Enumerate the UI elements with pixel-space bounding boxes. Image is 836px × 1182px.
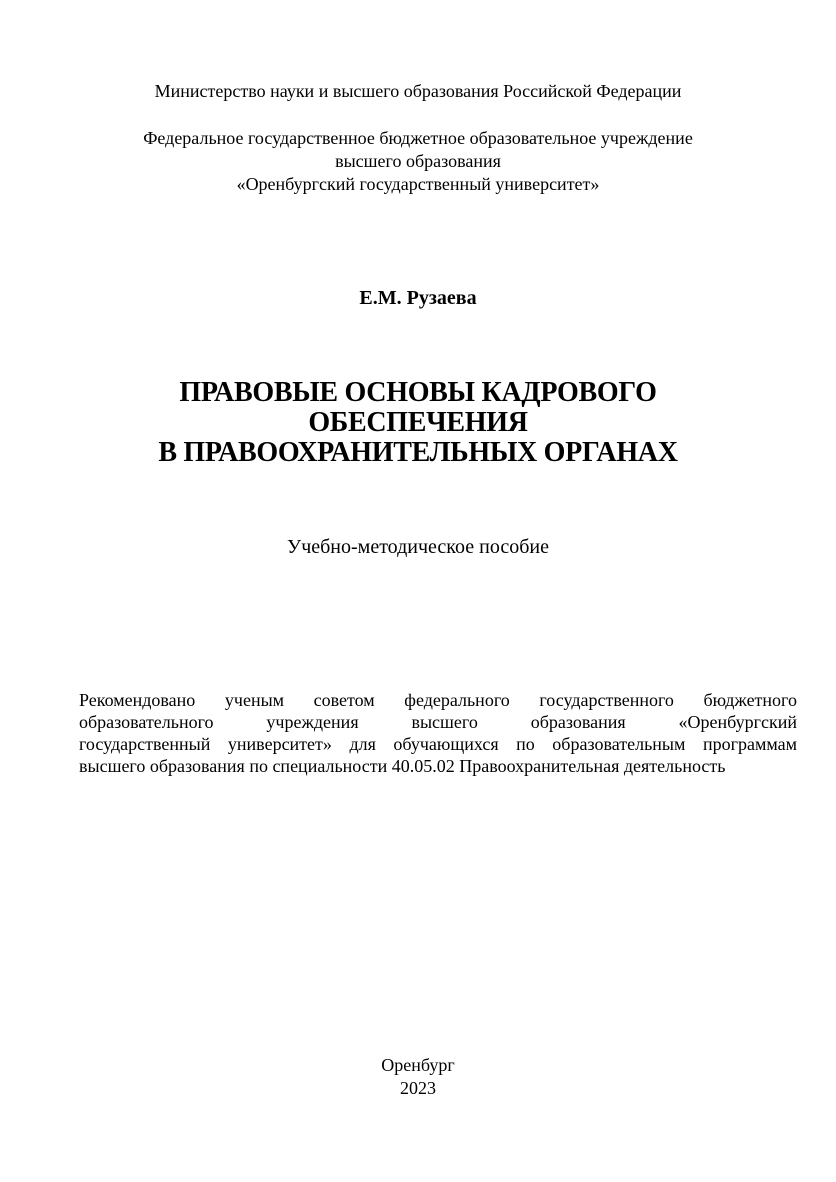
institution-line-1: Федеральное государственное бюджетное образовательное учреждение	[143, 128, 693, 148]
recommendation-paragraph	[79, 689, 797, 777]
title-line-1: ПРАВОВЫЕ ОСНОВЫ КАДРОВОГО	[179, 377, 657, 408]
title-line-2: ОБЕСПЕЧЕНИЯ	[308, 407, 528, 438]
recommendation-line-1: Рекомендовано ученым советом федерального государственного бюджетного	[79, 690, 797, 710]
ministry-text: Министерство науки и высшего образования Российской Федерации	[154, 81, 682, 101]
recommendation-line-4: высшего образования по специальности 40.05.02 Правоохранительная деятельность	[79, 756, 726, 776]
institution-line-2: высшего образования	[335, 151, 501, 171]
recommendation-line-2: образовательного учреждения высшего образования «Оренбургский	[79, 712, 797, 732]
footer-year: 2023	[400, 1078, 436, 1098]
ministry-heading	[0, 80, 836, 102]
document-type-text: Учебно-методическое пособие	[287, 536, 549, 558]
author-text: Е.М. Рузаева	[359, 287, 477, 309]
title-line-3: В ПРАВООХРАНИТЕЛЬНЫХ ОРГАНАХ	[158, 437, 678, 468]
institution-line-3: «Оренбургский государственный университет»	[236, 174, 600, 194]
author-name	[0, 286, 836, 310]
document-type	[0, 535, 836, 559]
document-title	[0, 378, 836, 468]
publication-footer	[0, 1054, 836, 1100]
footer-city: Оренбург	[381, 1055, 455, 1075]
institution-heading	[0, 127, 836, 196]
recommendation-line-3: государственный университет» для обучающихся по образовательным программам	[79, 734, 797, 754]
